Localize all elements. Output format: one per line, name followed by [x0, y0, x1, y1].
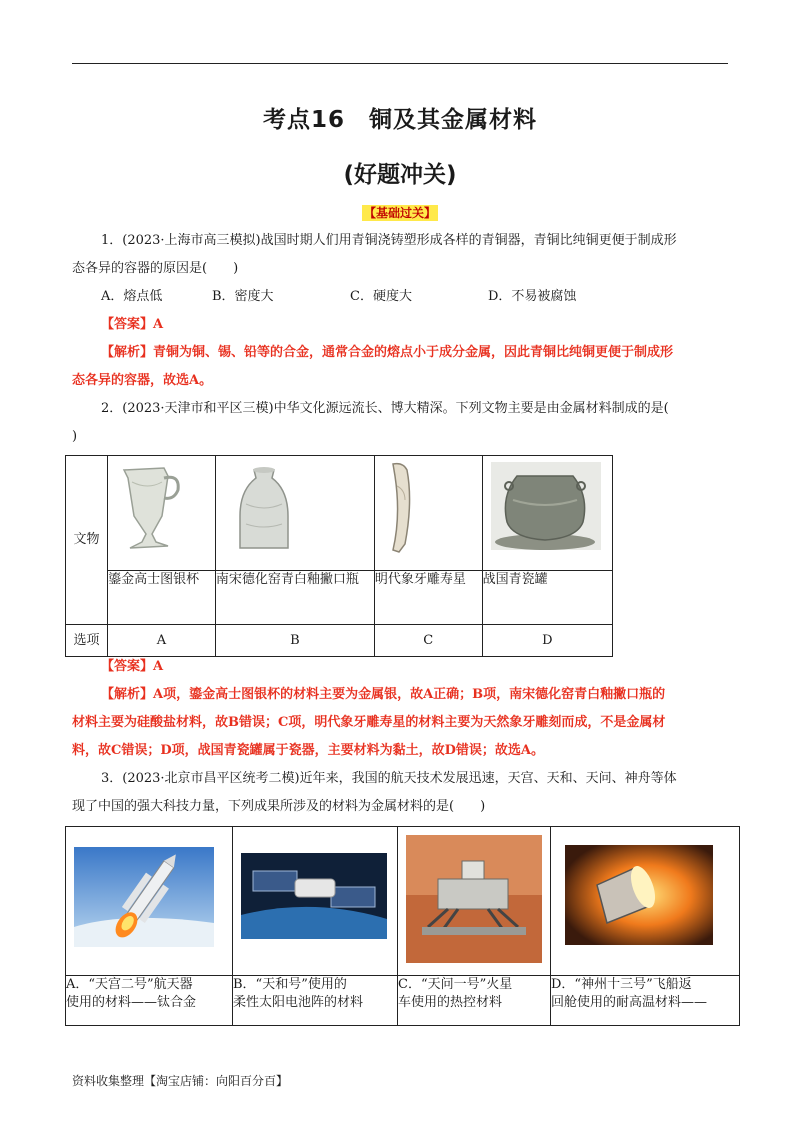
page-subtitle: (好题冲关) [343, 162, 457, 188]
silver-cup-image [108, 456, 212, 566]
relic-image-cell-c [374, 456, 482, 571]
relic-name-b: 南宋德化窑青白釉撇口瓶 [215, 571, 374, 625]
section-badge [0, 202, 800, 221]
q2-analysis-line3: 料，故C错误；D项，战国青瓷罐属于瓷器，主要材料为黏土，故D错误；故选A。 [72, 743, 544, 758]
aero-caption-b-l2: 柔性太阳电池阵的材料 [233, 995, 364, 1010]
q2-analysis-line1: 【解析】A项，鎏金高士图银杯的材料主要为金属银，故A正确；B项，南宋德化窑青白釉撇口瓶的 [101, 687, 666, 702]
q2-answer: 【答案】A [101, 659, 164, 674]
porcelain-vase-image [216, 456, 370, 566]
header-rule [72, 63, 728, 64]
relic-name-c: 明代象牙雕寿星 [374, 571, 482, 625]
relic-option-d: D [482, 625, 612, 657]
relic-option-b: B [215, 625, 374, 657]
aero-caption-a-l2: 使用的材料——钛合金 [66, 995, 197, 1010]
mars-rover-image [398, 827, 550, 971]
aero-caption-a-l1: A．“天宫二号”航天器 [66, 977, 193, 992]
relic-option-c: C [374, 625, 482, 657]
celadon-jar-image [483, 456, 609, 566]
relic-option-a: A [108, 625, 216, 657]
q1-option-c: C．硬度大 [350, 289, 412, 304]
q1-analysis-line2: 态各异的容器，故选A。 [72, 373, 213, 388]
page-footer: 资料收集整理【淘宝店铺：向阳百分百】 [72, 1074, 289, 1088]
q3-stem-line1: 3．(2023·北京市昌平区统考二模)近年来，我国的航天技术发展迅速，天宫、天和、天问、神舟等体 [101, 771, 677, 786]
aero-caption-c [398, 976, 551, 1026]
rocket-launch-image [66, 827, 232, 971]
relic-image-cell-b [215, 456, 374, 571]
q2-analysis-line2: 材料主要为硅酸盐材料，故B错误；C项，明代象牙雕寿星的材料主要为天然象牙雕刻而成，不是金属材 [72, 715, 666, 730]
q1-option-a: A．熔点低 [101, 289, 163, 304]
return-capsule-image [551, 827, 739, 971]
relic-image-cell-d [482, 456, 612, 571]
q1-stem-line1: 1．(2023·上海市高三模拟)战国时期人们用青铜浇铸塑形成各样的青铜器，青铜比纯铜更便于制成形 [101, 233, 677, 248]
q1-stem-line2: 态各异的容器的原因是( ) [72, 261, 239, 276]
aero-image-cell-a [66, 827, 233, 976]
aero-image-cell-b [233, 827, 398, 976]
aero-caption-b [233, 976, 398, 1026]
page-title: 考点16 铜及其金属材料 [262, 107, 537, 133]
q3-stem-line2: 现了中国的强大科技力量，下列成果所涉及的材料为金属材料的是( ) [72, 799, 486, 814]
ivory-figure-image [375, 456, 479, 566]
relic-table [65, 455, 613, 657]
aerospace-table [65, 826, 740, 1026]
q2-stem-line1: 2．(2023·天津市和平区三模)中华文化源远流长、博大精深。下列文物主要是由金属材料制成的是( [101, 401, 669, 416]
q1-analysis-line1: 【解析】青铜为铜、锡、铅等的合金，通常合金的熔点小于成分金属，因此青铜比纯铜更便于制成形 [101, 345, 674, 360]
section-badge-label: 【基础过关】 [363, 206, 436, 220]
aero-caption-b-l1: B．“天和号”使用的 [233, 977, 347, 992]
q2-stem-line2: ) [72, 429, 78, 444]
option-row-label: 选项 [66, 625, 108, 657]
q1-answer: 【答案】A [101, 317, 164, 332]
aero-image-cell-d [551, 827, 740, 976]
relic-image-cell-a [108, 456, 216, 571]
aero-caption-a [66, 976, 233, 1026]
space-station-image [233, 827, 397, 971]
aero-caption-d-l2: 回舱使用的耐高温材料—— [551, 995, 708, 1010]
relic-row-label: 文物 [66, 456, 108, 625]
aero-caption-c-l1: C．“天问一号”火星 [398, 977, 513, 992]
aero-image-cell-c [398, 827, 551, 976]
relic-name-a: 鎏金高士图银杯 [108, 571, 216, 625]
aero-caption-c-l2: 车使用的热控材料 [398, 995, 503, 1010]
aero-caption-d-l1: D．“神州十三号”飞船返 [551, 977, 692, 992]
q1-option-d: D．不易被腐蚀 [488, 289, 577, 304]
aero-caption-d [551, 976, 740, 1026]
relic-name-d: 战国青瓷罐 [482, 571, 612, 625]
q1-option-b: B．密度大 [212, 289, 274, 304]
